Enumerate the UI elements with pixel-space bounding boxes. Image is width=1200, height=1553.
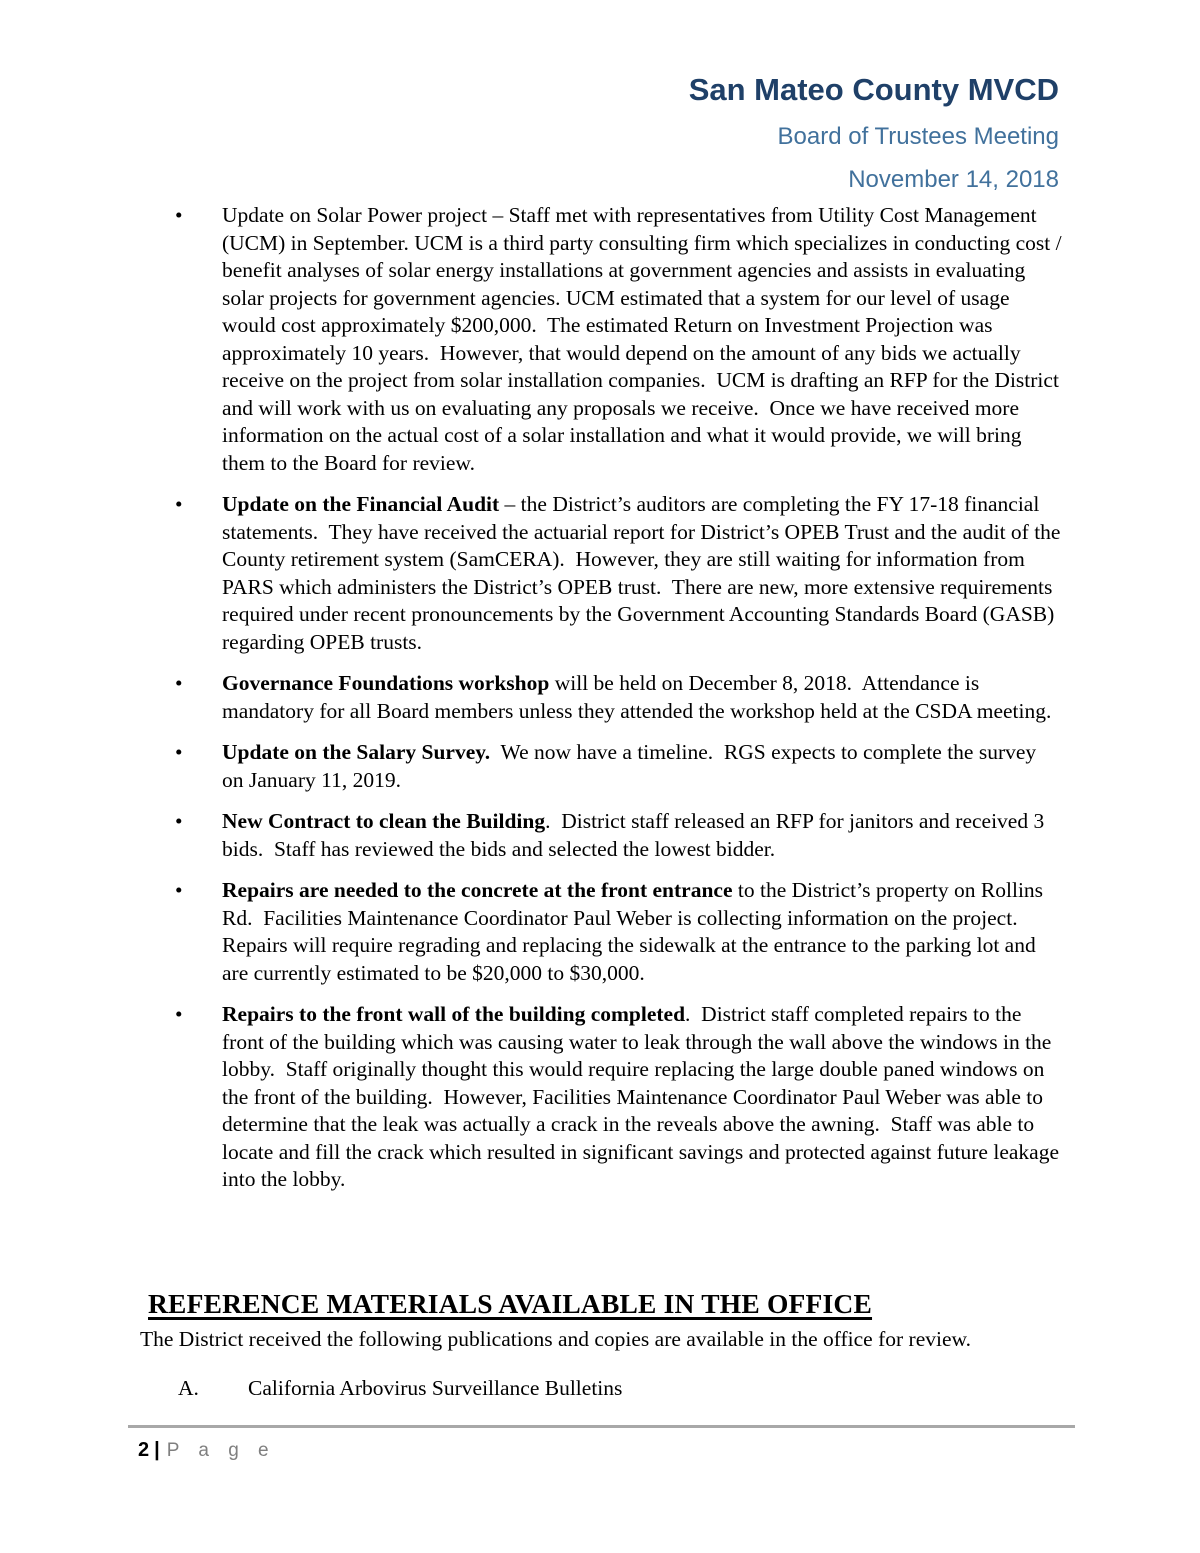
reference-materials-section xyxy=(140,1288,1070,1402)
bullet-lead: Update on the Salary Survey. xyxy=(222,740,491,764)
footer-page-number: 2 xyxy=(138,1439,150,1461)
reference-list-item xyxy=(140,1375,1070,1403)
bullet-text: Update on Solar Power project – Staff met with representatives from Utility Cost Management (UCM) in September. UCM is a third party consulting firm which specializes in conducting cost / benefit analyses of solar energy installations at government agencies and assists in evaluating solar projects for government agencies. UCM estimated that a system for our level of usage would cost approximately $200,000. The estimated Return on Investment Projection was approximately 10 years. However, that would depend on the amount of any bids we actually receive on the project from solar installation companies. UCM is drafting an RFP for the District and will work with us on evaluating any proposals we receive. Once we have received more information on the actual cost of a solar installation and what it would provide, we will bring them to the Board for review. xyxy=(222,203,1067,475)
bullet-text: will be held on December 8, 2018. Attendance is mandatory for all Board members unless they attended the workshop held at the CSDA meeting. xyxy=(222,671,1052,723)
bullet-lead: Repairs to the front wall of the building completed xyxy=(222,1002,686,1026)
section-intro: The District received the following publications and copies are available in the office for review. xyxy=(140,1327,972,1351)
bullet-item-financial-audit xyxy=(140,491,1066,656)
bullet-item-salary-survey xyxy=(140,739,1062,794)
bullet-lead: Repairs are needed to the concrete at the front entrance xyxy=(222,878,733,902)
bullet-item-solar-power xyxy=(140,202,1067,477)
meeting-date: November 14, 2018 xyxy=(848,166,1059,193)
bullet-item-concrete-repairs xyxy=(140,877,1062,987)
bullet-text: to the District’s property on Rollins Rd. Facilities Maintenance Coordinator Paul Weber is collecting information on the project. Repairs will require regrading and replacing the sidewalk at the entrance to the parking lot and are currently estimated to be $20,000 to $30,000. xyxy=(222,878,1049,985)
bullet-text: We now have a timeline. RGS expects to complete the survey on January 11, 2019. xyxy=(222,740,1042,792)
bullet-item-cleaning-contract xyxy=(140,808,1062,863)
bullet-lead: Governance Foundations workshop xyxy=(222,671,550,695)
document-title: San Mateo County MVCD xyxy=(688,72,1059,107)
document-header xyxy=(140,72,1059,194)
bullet-text: . District staff completed repairs to the front of the building which was causing water to leak through the wall above the windows in the lobby. Staff originally thought this would require replacing the large double paned windows on the front of the building. However, Facilities Maintenance Coordinator Paul Weber was able to determine that the leak was actually a crack in the reveals above the awning. Staff was able to locate and fill the crack which resulted in significant savings and protected against future leakage into the lobby. xyxy=(222,1002,1065,1191)
footer-page-word: P a g e xyxy=(166,1440,276,1461)
reference-item-text: California Arbovirus Surveillance Bulletins xyxy=(248,1375,623,1400)
bullet-lead: New Contract to clean the Building xyxy=(222,809,546,833)
reference-item-label: A. xyxy=(178,1375,199,1400)
footer-separator: | xyxy=(154,1439,160,1461)
footer-rule xyxy=(128,1425,1075,1428)
bullet-item-front-wall-repairs xyxy=(140,1001,1065,1194)
bullet-item-governance-workshop xyxy=(140,670,1062,725)
bullet-lead: Update on the Financial Audit xyxy=(222,492,500,516)
bullet-text: . District staff released an RFP for janitors and received 3 bids. Staff has reviewed the bids and selected the lowest bidder. xyxy=(222,809,1050,861)
section-heading: REFERENCE MATERIALS AVAILABLE IN THE OFFICE xyxy=(148,1288,873,1319)
bullet-text: – the District’s auditors are completing the FY 17-18 financial statements. They have received the actuarial report for District’s OPEB Trust and the audit of the County retirement system (SamCERA). However, they are still waiting for information from PARS which administers the District’s OPEB trust. There are new, more extensive requirements required under recent pronouncements by the Government Accounting Standards Board (GASB) regarding OPEB trusts. xyxy=(222,492,1066,654)
meeting-name: Board of Trustees Meeting xyxy=(777,123,1059,150)
page-footer xyxy=(138,1437,276,1464)
bullet-list xyxy=(140,202,1067,1208)
